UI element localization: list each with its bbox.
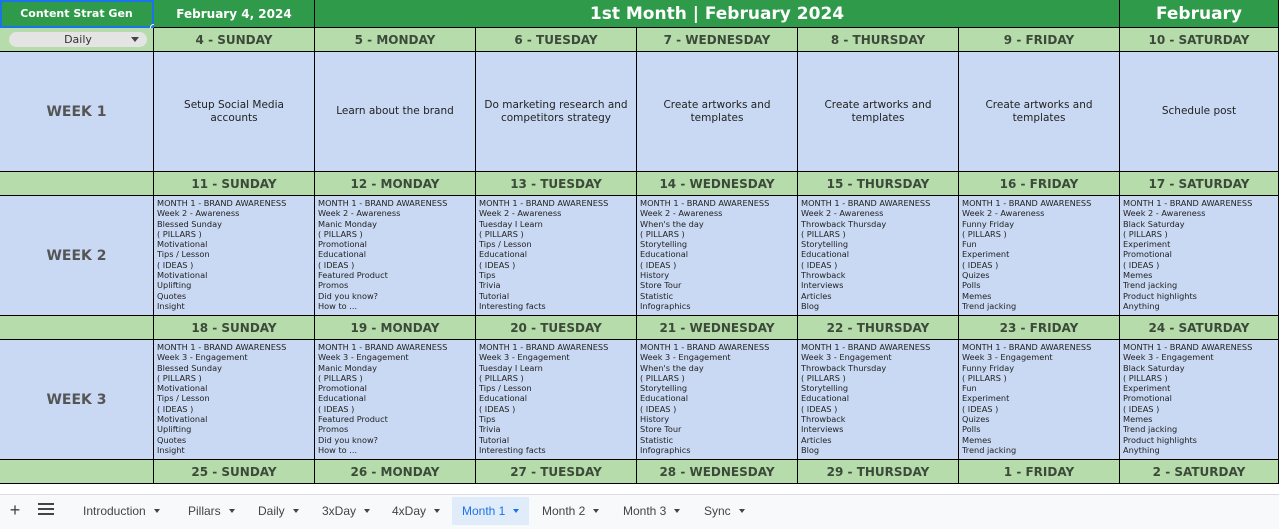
plan-line: Featured Product bbox=[318, 414, 388, 425]
plan-line: MONTH 1 - BRAND AWARENESS bbox=[157, 198, 287, 208]
plan-line: Motivational bbox=[157, 383, 208, 394]
task-cell[interactable] bbox=[476, 52, 637, 172]
plan-line: Uplifting bbox=[157, 424, 192, 435]
day-header-label: 26 - MONDAY bbox=[350, 464, 440, 479]
day-header-label: 2 - SATURDAY bbox=[1152, 464, 1246, 479]
sheet-tab[interactable] bbox=[532, 497, 609, 525]
plan-line: Articles bbox=[801, 434, 832, 445]
plan-line: Experiment bbox=[1123, 383, 1171, 394]
plan-line: Trend jacking bbox=[962, 300, 1017, 311]
day-header-cell[interactable] bbox=[1120, 316, 1279, 340]
plan-line: ( PILLARS ) bbox=[1123, 228, 1168, 239]
plan-line: ( PILLARS ) bbox=[318, 372, 363, 383]
sheet-tab-label: 4xDay bbox=[392, 504, 427, 518]
sheet-tab[interactable] bbox=[382, 497, 450, 525]
day-header-cell[interactable] bbox=[476, 316, 637, 340]
week-label-cell[interactable] bbox=[0, 340, 154, 460]
plan-line: Tuesday I Learn bbox=[479, 362, 543, 373]
plan-line: Insight bbox=[157, 444, 185, 455]
plan-line: Manic Monday bbox=[318, 362, 377, 373]
plan-line: Manic Monday bbox=[318, 218, 377, 229]
month-name-cell[interactable] bbox=[1120, 0, 1279, 28]
plan-line: Educational bbox=[801, 249, 850, 260]
plan-line: Blessed Sunday bbox=[157, 362, 222, 373]
current-date: February 4, 2024 bbox=[176, 6, 292, 21]
task-cell[interactable] bbox=[1120, 52, 1279, 172]
plan-line: Trend jacking bbox=[962, 444, 1017, 455]
plan-line: Week 3 - Engagement bbox=[801, 352, 892, 363]
plan-line: Tutorial bbox=[479, 290, 510, 301]
plan-line: Infographics bbox=[640, 300, 691, 311]
day-header-cell[interactable] bbox=[315, 172, 476, 196]
plan-cell[interactable] bbox=[154, 340, 315, 460]
plan-line: Tips / Lesson bbox=[157, 249, 210, 260]
plan-line: Storytelling bbox=[801, 239, 849, 250]
plan-line: Tuesday I Learn bbox=[479, 218, 543, 229]
task-text: Create artworks and templates bbox=[663, 98, 771, 124]
day-header-label: 10 - SATURDAY bbox=[1148, 32, 1250, 47]
plan-line: MONTH 1 - BRAND AWARENESS bbox=[157, 342, 287, 352]
plan-line: Week 3 - Engagement bbox=[157, 352, 248, 363]
task-cell[interactable] bbox=[959, 52, 1120, 172]
plan-line: Interviews bbox=[801, 280, 844, 291]
plan-line: Blog bbox=[801, 300, 820, 311]
sheet-tab-bar bbox=[0, 494, 1279, 529]
sheet-tab-label: Month 1 bbox=[462, 504, 506, 518]
day-header-label: 16 - FRIDAY bbox=[999, 176, 1079, 191]
plan-line: Memes bbox=[1123, 414, 1153, 425]
blank-header-cell bbox=[0, 460, 154, 484]
plan-line: Product highlights bbox=[1123, 434, 1197, 445]
plan-line: ( PILLARS ) bbox=[640, 228, 685, 239]
task-text: Create artworks and templates bbox=[824, 98, 932, 124]
chevron-down-icon[interactable] bbox=[154, 509, 160, 513]
day-header-cell[interactable] bbox=[476, 28, 637, 52]
plan-line: Promos bbox=[318, 424, 349, 435]
plan-line: Promotional bbox=[318, 383, 367, 394]
plan-line: Fun bbox=[962, 239, 977, 250]
sheet-tab-label: Daily bbox=[258, 504, 285, 518]
plan-line: Storytelling bbox=[640, 383, 688, 394]
plan-line: Black Saturday bbox=[1123, 218, 1185, 229]
plan-line: Throwback Thursday bbox=[801, 218, 887, 229]
day-header-label: 22 - THURSDAY bbox=[826, 320, 930, 335]
day-header-cell[interactable] bbox=[476, 172, 637, 196]
plan-line: Week 2 - Awareness bbox=[640, 208, 723, 219]
plan-line: Trivia bbox=[479, 424, 501, 435]
day-header-cell[interactable] bbox=[798, 460, 959, 484]
plan-line: Educational bbox=[318, 393, 367, 404]
plan-line: Week 2 - Awareness bbox=[962, 208, 1045, 219]
week-label: WEEK 3 bbox=[46, 391, 107, 408]
plan-line: How to ... bbox=[318, 300, 358, 311]
plan-line: Infographics bbox=[640, 444, 691, 455]
day-header-cell[interactable] bbox=[959, 172, 1120, 196]
plan-line: ( PILLARS ) bbox=[801, 228, 846, 239]
plan-line: Motivational bbox=[157, 270, 208, 281]
week-label-cell[interactable] bbox=[0, 196, 154, 316]
plan-line: Educational bbox=[640, 393, 689, 404]
day-header-cell[interactable] bbox=[637, 460, 798, 484]
plan-line: Week 3 - Engagement bbox=[1123, 352, 1214, 363]
month-title: 1st Month | February 2024 bbox=[589, 3, 845, 24]
day-header-label: 17 - SATURDAY bbox=[1148, 176, 1250, 191]
sheet-tab[interactable] bbox=[312, 497, 380, 525]
day-header-cell[interactable] bbox=[798, 28, 959, 52]
plan-line: Storytelling bbox=[640, 239, 688, 250]
plus-icon[interactable]: + bbox=[9, 500, 21, 520]
plan-line: Quotes bbox=[157, 434, 187, 445]
task-text: Setup Social Media accounts bbox=[184, 98, 284, 124]
task-text: Do marketing research and competitors strategy bbox=[484, 98, 628, 124]
plan-line: Tips bbox=[479, 414, 496, 425]
task-cell[interactable] bbox=[315, 52, 476, 172]
task-text: Schedule post bbox=[1161, 105, 1237, 117]
plan-cell[interactable] bbox=[1120, 340, 1279, 460]
plan-line: MONTH 1 - BRAND AWARENESS bbox=[479, 198, 609, 208]
plan-line: ( PILLARS ) bbox=[962, 228, 1007, 239]
plan-cell[interactable] bbox=[637, 196, 798, 316]
plan-line: MONTH 1 - BRAND AWARENESS bbox=[318, 342, 448, 352]
plan-line: Experiment bbox=[962, 249, 1010, 260]
day-header-cell[interactable] bbox=[1120, 460, 1279, 484]
plan-line: Quizes bbox=[962, 270, 990, 281]
plan-line: Week 2 - Awareness bbox=[479, 208, 562, 219]
plan-line: Anything bbox=[1123, 444, 1160, 455]
plan-line: How to ... bbox=[318, 444, 358, 455]
day-header-cell[interactable] bbox=[798, 316, 959, 340]
day-header-cell[interactable] bbox=[315, 460, 476, 484]
day-header-label: 6 - TUESDAY bbox=[514, 32, 598, 47]
chevron-down-icon[interactable] bbox=[513, 509, 519, 513]
day-header-cell[interactable] bbox=[476, 460, 637, 484]
plan-line: Week 2 - Awareness bbox=[157, 208, 240, 219]
plan-line: MONTH 1 - BRAND AWARENESS bbox=[640, 198, 770, 208]
plan-line: ( IDEAS ) bbox=[1123, 403, 1160, 414]
plan-cell[interactable] bbox=[1120, 196, 1279, 316]
plan-line: ( IDEAS ) bbox=[962, 259, 999, 270]
day-header-label: 14 - WEDNESDAY bbox=[659, 176, 775, 191]
sheet-tab-label: 3xDay bbox=[322, 504, 357, 518]
menu-icon[interactable] bbox=[38, 503, 54, 517]
plan-line: Educational bbox=[801, 393, 850, 404]
plan-line: MONTH 1 - BRAND AWARENESS bbox=[1123, 342, 1253, 352]
plan-line: Tutorial bbox=[479, 434, 510, 445]
day-header-label: 24 - SATURDAY bbox=[1148, 320, 1250, 335]
plan-line: ( IDEAS ) bbox=[479, 259, 516, 270]
day-header-label: 19 - MONDAY bbox=[350, 320, 440, 335]
plan-line: Featured Product bbox=[318, 270, 388, 281]
task-cell[interactable] bbox=[154, 52, 315, 172]
sheet-tab[interactable] bbox=[613, 497, 690, 525]
task-text: Learn about the brand bbox=[336, 105, 454, 117]
day-header-label: 5 - MONDAY bbox=[354, 32, 436, 47]
grid-footer-space bbox=[0, 484, 1279, 494]
plan-line: Throwback Thursday bbox=[801, 362, 887, 373]
day-header-cell[interactable] bbox=[154, 316, 315, 340]
plan-line: Experiment bbox=[1123, 239, 1171, 250]
day-header-label: 4 - SUNDAY bbox=[195, 32, 273, 47]
day-header-cell[interactable] bbox=[315, 316, 476, 340]
day-header-label: 18 - SUNDAY bbox=[191, 320, 277, 335]
day-header-cell[interactable] bbox=[959, 316, 1120, 340]
sheet-tab-label: Month 2 bbox=[542, 504, 586, 518]
task-text: Create artworks and templates bbox=[985, 98, 1093, 124]
sheet-tab[interactable] bbox=[694, 497, 755, 525]
plan-line: Memes bbox=[962, 434, 992, 445]
week-label: WEEK 1 bbox=[46, 103, 107, 120]
plan-line: Week 3 - Engagement bbox=[962, 352, 1053, 363]
plan-line: Black Saturday bbox=[1123, 362, 1185, 373]
plan-line: Polls bbox=[962, 280, 981, 291]
plan-line: Week 3 - Engagement bbox=[479, 352, 570, 363]
plan-line: ( IDEAS ) bbox=[479, 403, 516, 414]
plan-line: ( PILLARS ) bbox=[157, 228, 202, 239]
plan-line: Statistic bbox=[640, 434, 674, 445]
plan-line: Tips / Lesson bbox=[479, 239, 532, 250]
plan-line: Blessed Sunday bbox=[157, 218, 222, 229]
plan-line: ( PILLARS ) bbox=[479, 372, 524, 383]
day-header-cell[interactable] bbox=[798, 172, 959, 196]
plan-line: Promos bbox=[318, 280, 349, 291]
day-header-cell[interactable] bbox=[154, 460, 315, 484]
plan-line: Motivational bbox=[157, 414, 208, 425]
plan-line: Polls bbox=[962, 424, 981, 435]
sheet-tab[interactable] bbox=[73, 497, 170, 525]
plan-line: ( PILLARS ) bbox=[157, 372, 202, 383]
sheet-tab[interactable] bbox=[452, 497, 529, 525]
chevron-down-icon[interactable] bbox=[434, 509, 440, 513]
plan-line: ( IDEAS ) bbox=[801, 403, 838, 414]
plan-line: ( PILLARS ) bbox=[962, 372, 1007, 383]
day-header-label: 1 - FRIDAY bbox=[1003, 464, 1075, 479]
plan-line: Interviews bbox=[801, 424, 844, 435]
day-header-label: 7 - WEDNESDAY bbox=[663, 32, 771, 47]
plan-line: Store Tour bbox=[640, 424, 682, 435]
plan-line: Educational bbox=[479, 393, 528, 404]
day-header-label: 28 - WEDNESDAY bbox=[659, 464, 775, 479]
day-header-label: 8 - THURSDAY bbox=[830, 32, 926, 47]
plan-line: MONTH 1 - BRAND AWARENESS bbox=[801, 342, 931, 352]
app-name: Content Strat Gen bbox=[20, 7, 133, 20]
plan-line: When's the day bbox=[640, 218, 704, 229]
plan-line: Store Tour bbox=[640, 280, 682, 291]
plan-line: Storytelling bbox=[801, 383, 849, 394]
plan-line: Motivational bbox=[157, 239, 208, 250]
plan-line: Trivia bbox=[479, 280, 501, 291]
plan-line: Educational bbox=[640, 249, 689, 260]
day-header-cell[interactable] bbox=[1120, 172, 1279, 196]
day-header-label: 12 - MONDAY bbox=[350, 176, 440, 191]
plan-line: ( IDEAS ) bbox=[157, 259, 194, 270]
plan-line: ( PILLARS ) bbox=[801, 372, 846, 383]
plan-line: ( PILLARS ) bbox=[1123, 372, 1168, 383]
plan-cell[interactable] bbox=[959, 340, 1120, 460]
plan-line: ( IDEAS ) bbox=[962, 403, 999, 414]
day-header-label: 21 - WEDNESDAY bbox=[659, 320, 775, 335]
view-select-value: Daily bbox=[64, 33, 92, 46]
day-header-cell[interactable] bbox=[637, 316, 798, 340]
plan-line: Tips / Lesson bbox=[479, 383, 532, 394]
day-header-label: 9 - FRIDAY bbox=[1003, 32, 1075, 47]
day-header-cell[interactable] bbox=[959, 28, 1120, 52]
plan-line: ( IDEAS ) bbox=[801, 259, 838, 270]
plan-line: ( IDEAS ) bbox=[157, 403, 194, 414]
plan-line: Articles bbox=[801, 290, 832, 301]
plan-line: Week 2 - Awareness bbox=[318, 208, 401, 219]
day-header-cell[interactable] bbox=[1120, 28, 1279, 52]
plan-line: Interesting facts bbox=[479, 444, 546, 455]
day-header-label: 27 - TUESDAY bbox=[510, 464, 602, 479]
plan-line: Trend jacking bbox=[1123, 280, 1178, 291]
plan-line: Interesting facts bbox=[479, 300, 546, 311]
plan-line: Memes bbox=[962, 290, 992, 301]
blank-header-cell bbox=[0, 172, 154, 196]
plan-line: Educational bbox=[479, 249, 528, 260]
plan-line: Quotes bbox=[157, 290, 187, 301]
sheet-tab-label: Introduction bbox=[83, 504, 146, 518]
chevron-down-icon[interactable] bbox=[293, 509, 299, 513]
day-header-label: 11 - SUNDAY bbox=[191, 176, 277, 191]
plan-line: Throwback bbox=[801, 414, 846, 425]
plan-line: ( IDEAS ) bbox=[1123, 259, 1160, 270]
plan-line: MONTH 1 - BRAND AWARENESS bbox=[318, 198, 448, 208]
plan-line: ( IDEAS ) bbox=[640, 259, 677, 270]
plan-line: Did you know? bbox=[318, 434, 379, 445]
plan-line: Educational bbox=[318, 249, 367, 260]
app-name-cell[interactable] bbox=[0, 0, 154, 28]
plan-line: ( IDEAS ) bbox=[640, 403, 677, 414]
plan-line: ( IDEAS ) bbox=[318, 403, 355, 414]
plan-line: Product highlights bbox=[1123, 290, 1197, 301]
day-header-cell[interactable] bbox=[637, 172, 798, 196]
plan-cell[interactable] bbox=[154, 196, 315, 316]
plan-line: ( PILLARS ) bbox=[640, 372, 685, 383]
sheet-tab-label: Sync bbox=[704, 504, 731, 518]
plan-line: Statistic bbox=[640, 290, 674, 301]
plan-line: Week 3 - Engagement bbox=[318, 352, 409, 363]
plan-line: ( PILLARS ) bbox=[318, 228, 363, 239]
sheet-tab[interactable] bbox=[248, 497, 309, 525]
week-label: WEEK 2 bbox=[46, 247, 107, 264]
day-header-cell[interactable] bbox=[315, 28, 476, 52]
plan-line: Promotional bbox=[318, 239, 367, 250]
day-header-label: 13 - TUESDAY bbox=[510, 176, 602, 191]
task-cell[interactable] bbox=[637, 52, 798, 172]
plan-line: Throwback bbox=[801, 270, 846, 281]
day-header-label: 20 - TUESDAY bbox=[510, 320, 602, 335]
plan-line: Tips / Lesson bbox=[157, 393, 210, 404]
chevron-down-icon[interactable] bbox=[364, 509, 370, 513]
plan-line: ( PILLARS ) bbox=[479, 228, 524, 239]
plan-cell[interactable] bbox=[959, 196, 1120, 316]
blank-header-cell bbox=[0, 316, 154, 340]
sheet-tab-label: Pillars bbox=[188, 504, 221, 518]
plan-line: MONTH 1 - BRAND AWARENESS bbox=[640, 342, 770, 352]
view-select[interactable] bbox=[9, 32, 147, 47]
day-header-label: 29 - THURSDAY bbox=[826, 464, 930, 479]
day-header-label: 23 - FRIDAY bbox=[999, 320, 1079, 335]
plan-line: MONTH 1 - BRAND AWARENESS bbox=[801, 198, 931, 208]
plan-line: Funny Friday bbox=[962, 362, 1015, 373]
plan-line: MONTH 1 - BRAND AWARENESS bbox=[1123, 198, 1253, 208]
plan-line: MONTH 1 - BRAND AWARENESS bbox=[479, 342, 609, 352]
plan-line: Insight bbox=[157, 300, 185, 311]
day-header-cell[interactable] bbox=[637, 28, 798, 52]
plan-line: ( IDEAS ) bbox=[318, 259, 355, 270]
plan-line: History bbox=[640, 414, 670, 425]
plan-line: Week 2 - Awareness bbox=[1123, 208, 1206, 219]
chevron-down-icon[interactable] bbox=[739, 509, 745, 513]
plan-line: Memes bbox=[1123, 270, 1153, 281]
chevron-down-icon[interactable] bbox=[674, 509, 680, 513]
plan-line: Promotional bbox=[1123, 393, 1172, 404]
month-name: February bbox=[1155, 3, 1243, 24]
plan-line: Experiment bbox=[962, 393, 1010, 404]
plan-line: Week 2 - Awareness bbox=[801, 208, 884, 219]
month-title-cell[interactable] bbox=[315, 0, 1120, 28]
plan-line: Funny Friday bbox=[962, 218, 1015, 229]
date-cell[interactable] bbox=[154, 0, 315, 28]
sheet-tab[interactable] bbox=[178, 497, 245, 525]
plan-line: Did you know? bbox=[318, 290, 379, 301]
plan-line: Uplifting bbox=[157, 280, 192, 291]
week-label-cell[interactable] bbox=[0, 52, 154, 172]
sheet-tab-label: Month 3 bbox=[623, 504, 667, 518]
day-header-label: 25 - SUNDAY bbox=[191, 464, 277, 479]
plan-line: Fun bbox=[962, 383, 977, 394]
day-header-cell[interactable] bbox=[154, 28, 315, 52]
plan-line: MONTH 1 - BRAND AWARENESS bbox=[962, 198, 1092, 208]
day-header-cell[interactable] bbox=[959, 460, 1120, 484]
plan-cell[interactable] bbox=[798, 196, 959, 316]
plan-line: Trend jacking bbox=[1123, 424, 1178, 435]
plan-line: Quizes bbox=[962, 414, 990, 425]
plan-cell[interactable] bbox=[798, 340, 959, 460]
plan-line: History bbox=[640, 270, 670, 281]
plan-line: Week 3 - Engagement bbox=[640, 352, 731, 363]
chevron-down-icon[interactable] bbox=[593, 509, 599, 513]
plan-cell[interactable] bbox=[476, 196, 637, 316]
plan-line: When's the day bbox=[640, 362, 704, 373]
plan-cell[interactable] bbox=[315, 196, 476, 316]
plan-cell[interactable] bbox=[476, 340, 637, 460]
plan-line: MONTH 1 - BRAND AWARENESS bbox=[962, 342, 1092, 352]
chevron-down-icon bbox=[131, 37, 139, 42]
plan-cell[interactable] bbox=[315, 340, 476, 460]
plan-cell[interactable] bbox=[637, 340, 798, 460]
plan-line: Tips bbox=[479, 270, 496, 281]
chevron-down-icon[interactable] bbox=[229, 509, 235, 513]
day-header-label: 15 - THURSDAY bbox=[826, 176, 930, 191]
plan-line: Promotional bbox=[1123, 249, 1172, 260]
plan-line: Anything bbox=[1123, 300, 1160, 311]
plan-line: Blog bbox=[801, 444, 820, 455]
task-cell[interactable] bbox=[798, 52, 959, 172]
day-header-cell[interactable] bbox=[154, 172, 315, 196]
